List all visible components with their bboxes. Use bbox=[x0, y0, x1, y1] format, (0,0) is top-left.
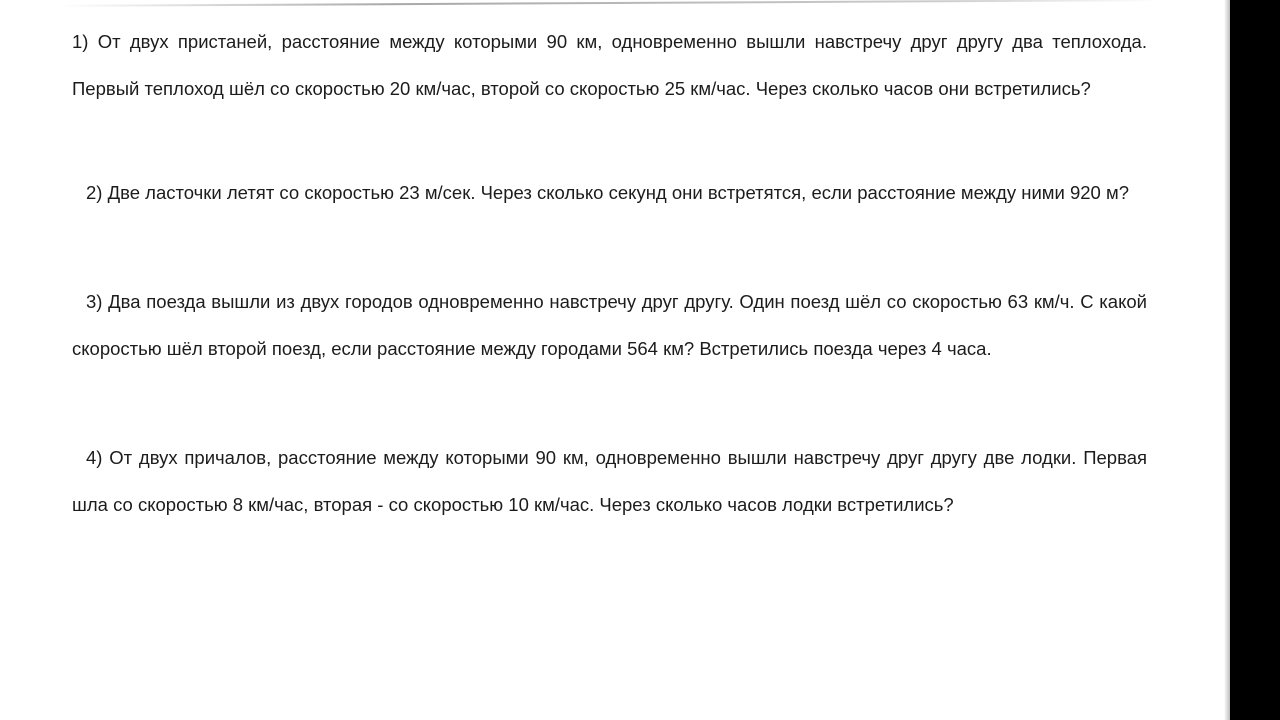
problem-1: 1) От двух пристаней, расстояние между которыми 90 км, одновременно вышли навстречу друг другу два теплохода. Первый теплоход шёл со скоростью 20 км/час, второй со скоростью 25 км/час. Через сколько часов они встретились? bbox=[72, 31, 1147, 99]
problem-4: 4) От двух причалов, расстояние между которыми 90 км, одновременно вышли навстречу друг другу две лодки. Первая шла со скоростью 8 км/час, вторая - со скоростью 10 км/час. Через сколько часов лодки встретились? bbox=[72, 447, 1147, 515]
scan-edge-line bbox=[60, 0, 1160, 7]
problem-3: 3) Два поезда вышли из двух городов одновременно навстречу друг другу. Один поезд шёл со скоростью 63 км/ч. С какой скоростью шёл второй поезд, если расстояние между городами 564 км? Встретились поезда через 4 часа. bbox=[72, 291, 1147, 359]
problem-2: 2) Две ласточки летят со скоростью 23 м/сек. Через сколько секунд они встретятся, если расстояние между ними 920 м? bbox=[86, 182, 1129, 203]
page-edge-shadow bbox=[1224, 0, 1230, 720]
